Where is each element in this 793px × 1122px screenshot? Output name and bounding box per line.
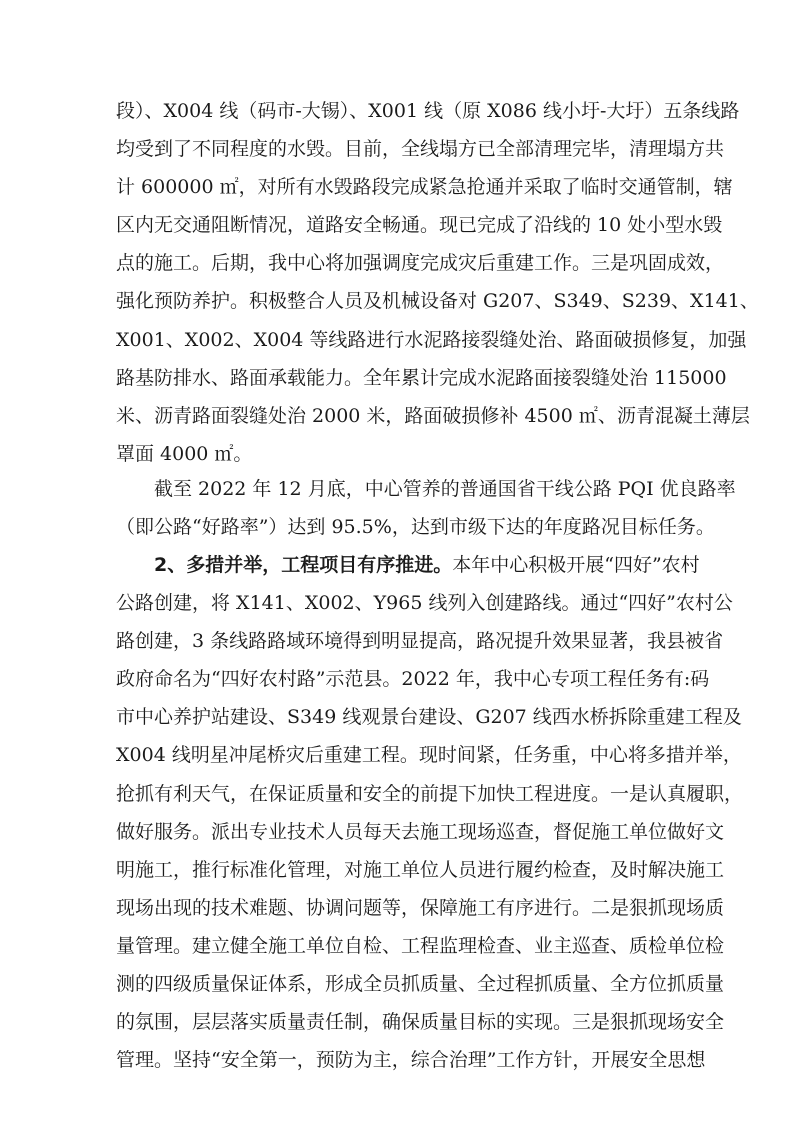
text-line: 量管理。建立健全施工单位自检、工程监理检查、业主巡查、质检单位检 bbox=[116, 934, 725, 957]
text-line: 政府命名为“四好农村路”示范县。2022 年，我中心专项工程任务有:码 bbox=[116, 668, 710, 691]
text-line: 均受到了不同程度的水毁。目前，全线塌方已全部清理完毕，清理塌方共 bbox=[116, 138, 725, 161]
text-line: 区内无交通阻断情况，道路安全畅通。现已完成了沿线的 10 处小型水毁 bbox=[116, 214, 723, 237]
text-line: 公路创建，将 X141、X002、Y965 线列入创建路线。通过“四好”农村公 bbox=[116, 592, 733, 615]
text-line: 抢抓有利天气，在保证质量和安全的前提下加快工程进度。一是认真履职， bbox=[116, 782, 744, 805]
section-heading: 2、多措并举，工程项目有序推进。 bbox=[154, 554, 453, 576]
text-line: （即公路“好路率”）达到 95.5%，达到市级下达的年度路况目标任务。 bbox=[116, 516, 715, 539]
text-line: 点的施工。后期，我中心将加强调度完成灾后重建工作。三是巩固成效， bbox=[116, 252, 725, 275]
text-line: 做好服务。派出专业技术人员每天去施工现场巡查，督促施工单位做好文 bbox=[116, 820, 725, 843]
text-line: 强化预防养护。积极整合人员及机械设备对 G207、S349、S239、X141、 bbox=[116, 290, 759, 313]
text-line: 的氛围，层层落实质量责任制，确保质量目标的实现。三是狠抓现场安全 bbox=[116, 1011, 725, 1034]
paragraph-pqi-rate bbox=[116, 470, 736, 546]
paragraph-water-damage-repair bbox=[116, 92, 759, 473]
text-line: 测的四级质量保证体系，形成全员抓质量、全过程抓质量、全方位抓质量 bbox=[116, 973, 725, 996]
text-line: 米、沥青路面裂缝处治 2000 米，路面破损修补 4500 ㎡、沥青混凝土薄层 bbox=[116, 404, 750, 427]
text-line: 罩面 4000 ㎡。 bbox=[116, 442, 253, 465]
text-line: 管理。坚持“安全第一，预防为主，综合治理”工作方针，开展安全思想 bbox=[116, 1049, 706, 1072]
text-line: 路创建，3 条线路路域环境得到明显提高，路况提升效果显著，我县被省 bbox=[116, 630, 724, 653]
text-line: 现场出现的技术难题、协调问题等，保障施工有序进行。二是狠抓现场质 bbox=[116, 896, 725, 919]
text-line: 市中心养护站建设、S349 线观景台建设、G207 线西水桥拆除重建工程及 bbox=[116, 706, 742, 729]
text-line: X001、X002、X004 等线路进行水泥路接裂缝处治、路面破损修复，加强 bbox=[116, 328, 747, 351]
text-line: 截至 2022 年 12 月底，中心管养的普通国省干线公路 PQI 优良路率 bbox=[154, 478, 736, 500]
text-line: X004 线明星冲尾桥灾后重建工程。现时间紧，任务重，中心将多措并举， bbox=[116, 744, 742, 767]
text-line: 计 600000 ㎡，对所有水毁路段完成紧急抢通并采取了临时交通管制，辖 bbox=[116, 176, 733, 199]
text-line-first bbox=[116, 546, 700, 584]
paragraph-engineering-projects bbox=[116, 546, 744, 1079]
text-line-rest: 本年中心积极开展“四好”农村 bbox=[452, 554, 700, 576]
text-line: 段）、X004 线（码市-大锡）、X001 线（原 X086 线小圩-大圩）五条线路 bbox=[116, 100, 740, 122]
text-line: 明施工，推行标准化管理，对施工单位人员进行履约检查，及时解决施工 bbox=[116, 858, 725, 881]
text-line: 路基防排水、路面承载能力。全年累计完成水泥路面接裂缝处治 115000 bbox=[116, 366, 727, 389]
